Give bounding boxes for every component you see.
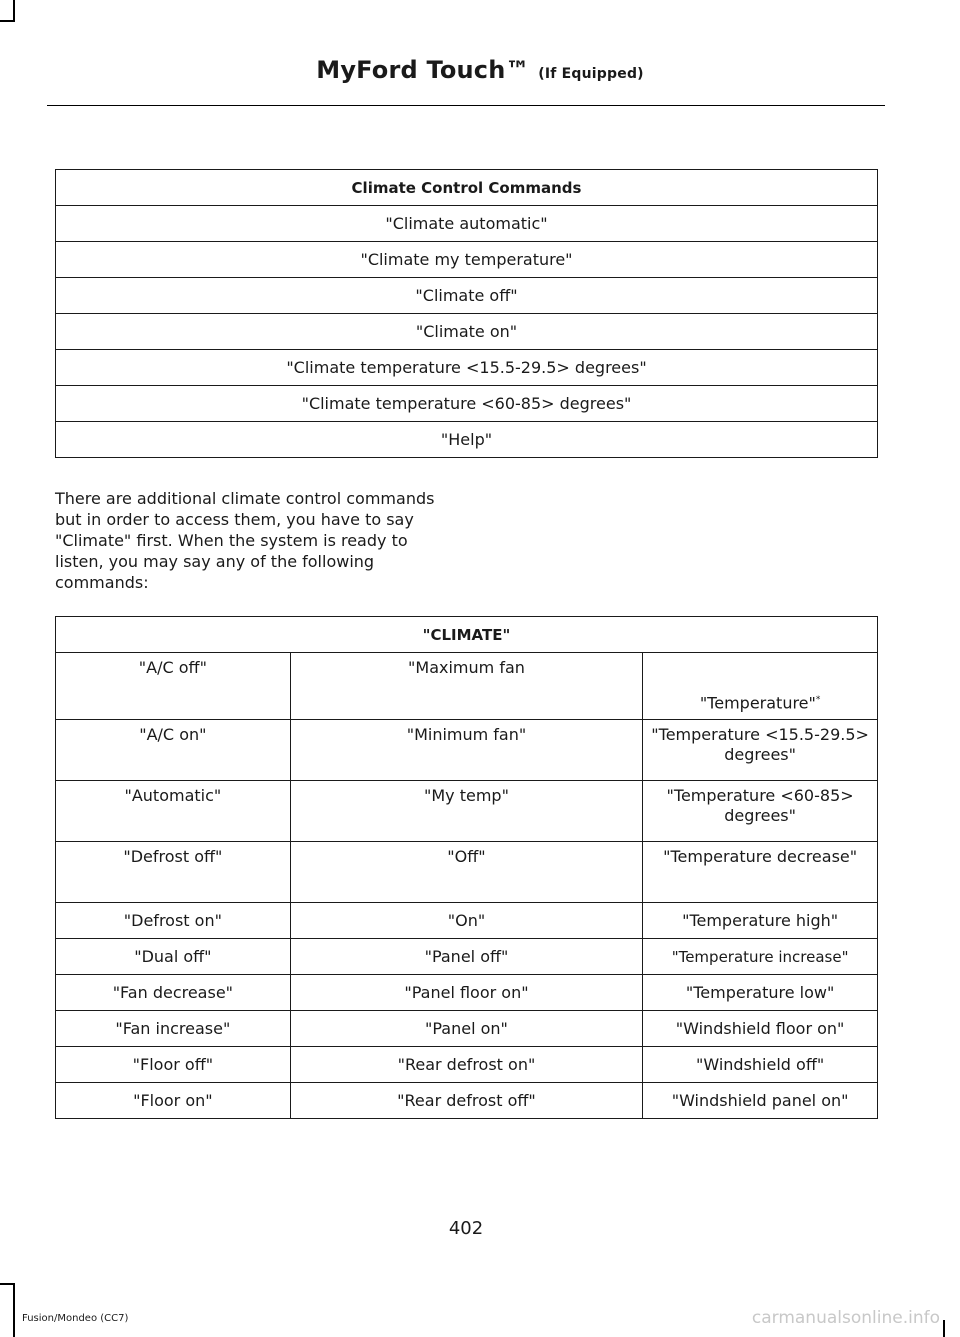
table-cell: [643, 653, 878, 720]
crop-mark: [13, 0, 15, 22]
table-cell: "On": [290, 903, 642, 939]
table-cell: "Windshield panel on": [643, 1083, 878, 1119]
table-cell: "A/C off": [56, 653, 291, 720]
crop-mark: [0, 20, 15, 22]
climate-control-commands-table: [55, 169, 878, 458]
table-cell: "Rear defrost on": [290, 1047, 642, 1083]
climate-voice-commands-table: [55, 616, 878, 1119]
table-cell: "Windshield floor on": [643, 1011, 878, 1047]
table-cell: "Panel on": [290, 1011, 642, 1047]
footnote-marker: *: [815, 694, 821, 705]
table-heading: Climate Control Commands: [56, 170, 878, 206]
body-paragraph: There are additional climate control commands but in order to access them, you have to say "Climate" first. When the system is ready to listen, you may say any of the following commands:: [55, 489, 435, 592]
table-row: "Help": [56, 422, 878, 458]
header-rule: [47, 105, 885, 106]
table-cell: "Temperature <15.5-29.5> degrees": [643, 720, 878, 781]
table-cell: "Maximum fan: [290, 653, 642, 720]
table-cell: "Floor on": [56, 1083, 291, 1119]
table-cell: "Panel floor on": [290, 975, 642, 1011]
crop-mark: [0, 1283, 15, 1285]
table-cell: "Windshield off": [643, 1047, 878, 1083]
cell-text: "Temperature": [699, 693, 816, 712]
table-cell: "Temperature <60-85> degrees": [643, 781, 878, 842]
table-row: "Climate on": [56, 314, 878, 350]
crop-mark: [13, 1283, 15, 1337]
table-cell: "Off": [290, 842, 642, 903]
table-row: "Climate temperature <15.5-29.5> degrees": [56, 350, 878, 386]
table-cell: "Floor off": [56, 1047, 291, 1083]
page-header-title: [0, 56, 960, 84]
table-cell: "Temperature increase": [643, 939, 878, 975]
table-cell: "My temp": [290, 781, 642, 842]
table-cell: "Temperature decrease": [643, 842, 878, 903]
table-cell: "A/C on": [56, 720, 291, 781]
table-cell: "Automatic": [56, 781, 291, 842]
table-cell: "Temperature low": [643, 975, 878, 1011]
table-cell: "Panel off": [290, 939, 642, 975]
table-row: "Climate automatic": [56, 206, 878, 242]
table-cell: "Temperature high": [643, 903, 878, 939]
table-cell: "Defrost on": [56, 903, 291, 939]
page-number: 402: [448, 1218, 484, 1239]
table-row: "Climate off": [56, 278, 878, 314]
header-qualifier: (If Equipped): [538, 66, 644, 82]
table-row: "Climate temperature <60-85> degrees": [56, 386, 878, 422]
header-title-text: MyFord Touch™: [316, 56, 530, 84]
table-cell: "Fan increase": [56, 1011, 291, 1047]
table-cell: "Defrost off": [56, 842, 291, 903]
table-cell: "Minimum fan": [290, 720, 642, 781]
table-cell: "Rear defrost off": [290, 1083, 642, 1119]
table-row: "Climate my temperature": [56, 242, 878, 278]
watermark: carmanualsonline.info: [751, 1308, 940, 1328]
table-cell: "Fan decrease": [56, 975, 291, 1011]
footer-model: Fusion/Mondeo (CC7): [22, 1313, 129, 1324]
crop-mark: [943, 1320, 945, 1337]
table-cell: "Dual off": [56, 939, 291, 975]
table-heading: "CLIMATE": [56, 617, 878, 653]
